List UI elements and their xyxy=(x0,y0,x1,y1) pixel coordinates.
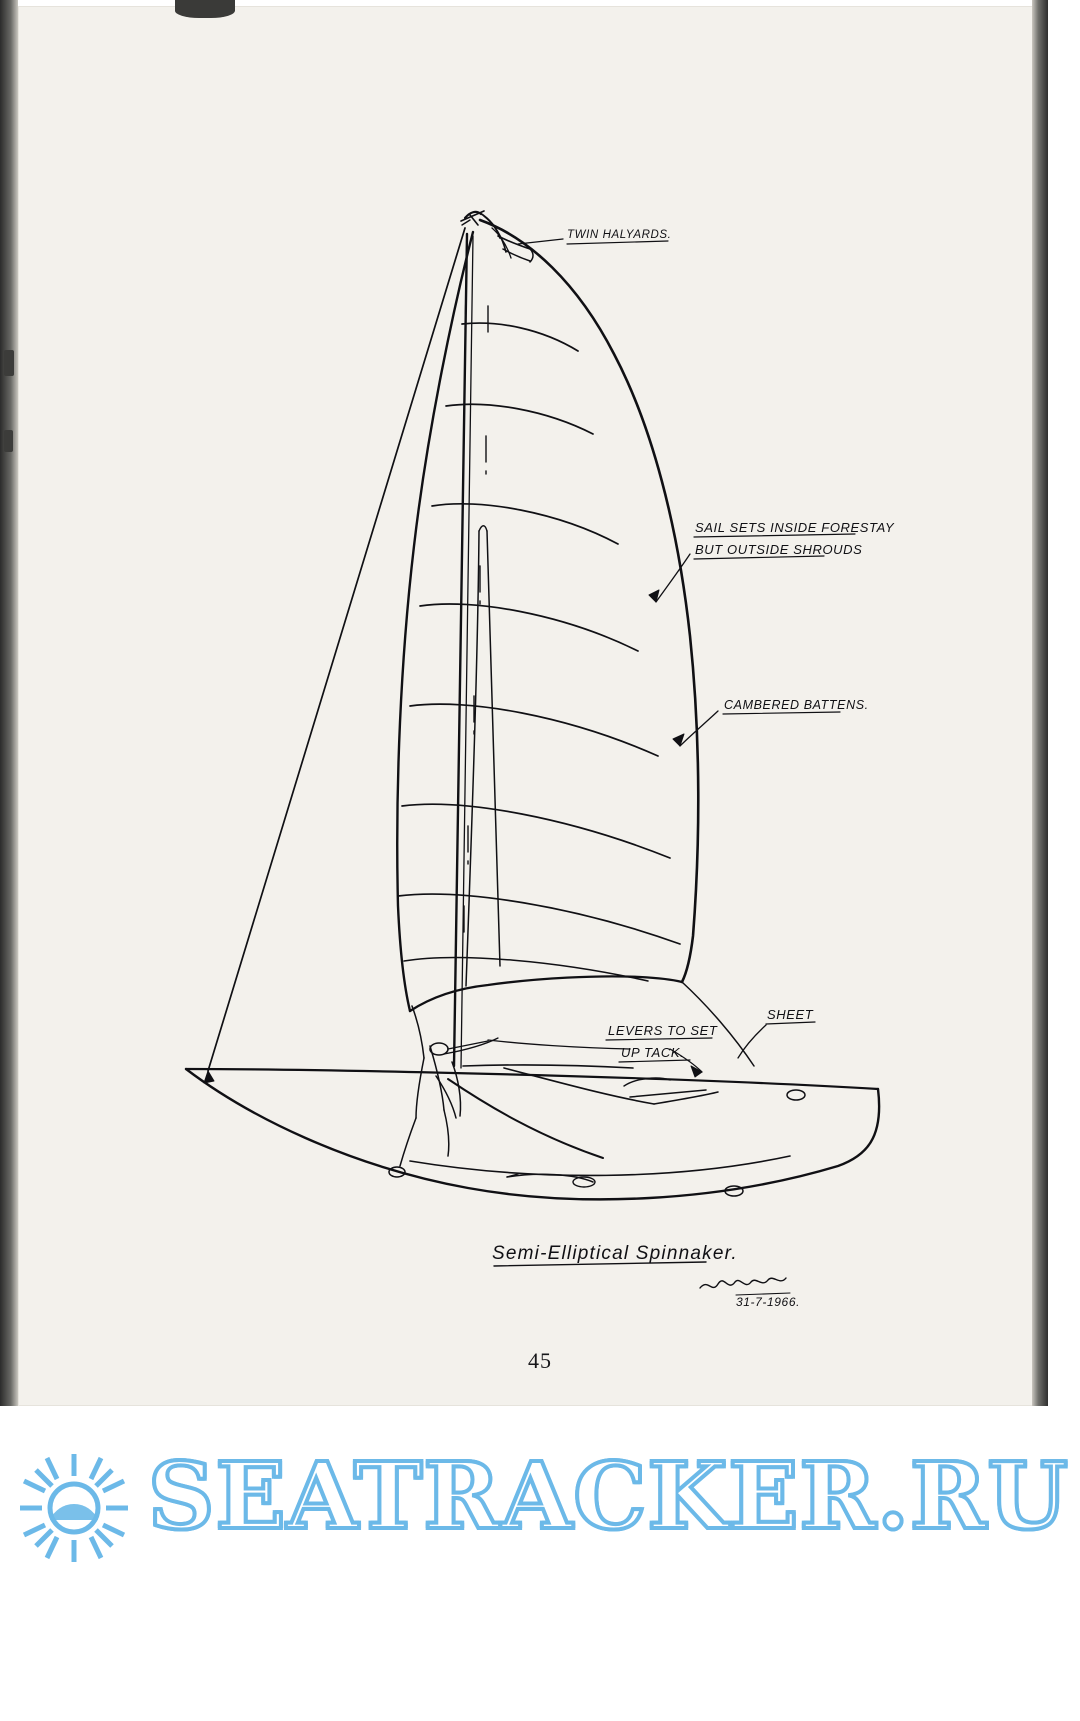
underline-twin-halyards xyxy=(567,241,668,244)
underline-levers-1 xyxy=(606,1038,712,1040)
figure-caption: Semi-Elliptical Spinnaker. xyxy=(492,1243,738,1264)
page-number: 45 xyxy=(528,1348,552,1373)
waterline xyxy=(410,1156,790,1175)
handrail xyxy=(630,1090,706,1097)
batten-2 xyxy=(446,404,593,434)
leader-twin-halyards xyxy=(518,239,563,244)
mast xyxy=(454,234,467,1066)
underline-sheet xyxy=(766,1022,815,1024)
sun-icon xyxy=(14,1448,134,1568)
watermark xyxy=(0,1432,1080,1592)
batten-3 xyxy=(432,504,618,544)
annotation-sheet: SHEET xyxy=(767,1007,814,1022)
batten-4 xyxy=(420,604,638,651)
scan-nick-lower xyxy=(4,430,13,452)
signature-mark xyxy=(700,1278,786,1288)
annotation-levers-line1: LEVERS TO SET xyxy=(608,1023,718,1038)
leader-cambered-battens xyxy=(680,711,718,746)
scan-margin-right xyxy=(1048,0,1080,1406)
annotation-sail-sets-line1: SAIL SETS INSIDE FORESTAY xyxy=(695,520,895,535)
annotation-twin-halyards: TWIN HALYARDS. xyxy=(567,229,672,241)
sheerline xyxy=(186,1069,878,1089)
scan-edge-left xyxy=(0,0,18,1406)
tack-gathering xyxy=(400,1006,461,1166)
halyard-top-loop xyxy=(479,526,487,531)
scan-nick-upper xyxy=(4,350,14,376)
leader-levers xyxy=(488,1040,630,1049)
watermark-text: SEATRACKER.RU xyxy=(148,1442,1069,1550)
underline-cambered-battens xyxy=(723,712,840,714)
batten-6 xyxy=(402,804,670,858)
annotation-sail-sets-line2: BUT OUTSIDE SHROUDS xyxy=(695,542,863,557)
batten-1 xyxy=(462,323,578,351)
coachroof xyxy=(504,1068,654,1104)
cabin-front xyxy=(448,1079,603,1158)
halyard-starboard xyxy=(487,531,500,966)
annotation-cambered-battens: CAMBERED BATTENS. xyxy=(724,698,869,712)
batten-7 xyxy=(398,894,680,944)
signature-date: 31-7-1966. xyxy=(736,1295,801,1309)
spinnaker-sail-plan-drawing xyxy=(18,6,1048,1406)
underline-levers-2 xyxy=(619,1060,690,1062)
hull-profile xyxy=(186,1069,879,1199)
batten-5 xyxy=(410,704,658,756)
annotation-levers-line2: UP TACK. xyxy=(621,1045,685,1060)
leader-sheet xyxy=(738,1025,766,1058)
deck-line xyxy=(463,1065,633,1068)
forestay xyxy=(208,228,465,1071)
bow-fitting xyxy=(204,1071,214,1083)
spinnaker-foot xyxy=(410,976,682,1011)
spinnaker-leech xyxy=(480,220,698,982)
cockpit-winch xyxy=(787,1090,805,1100)
